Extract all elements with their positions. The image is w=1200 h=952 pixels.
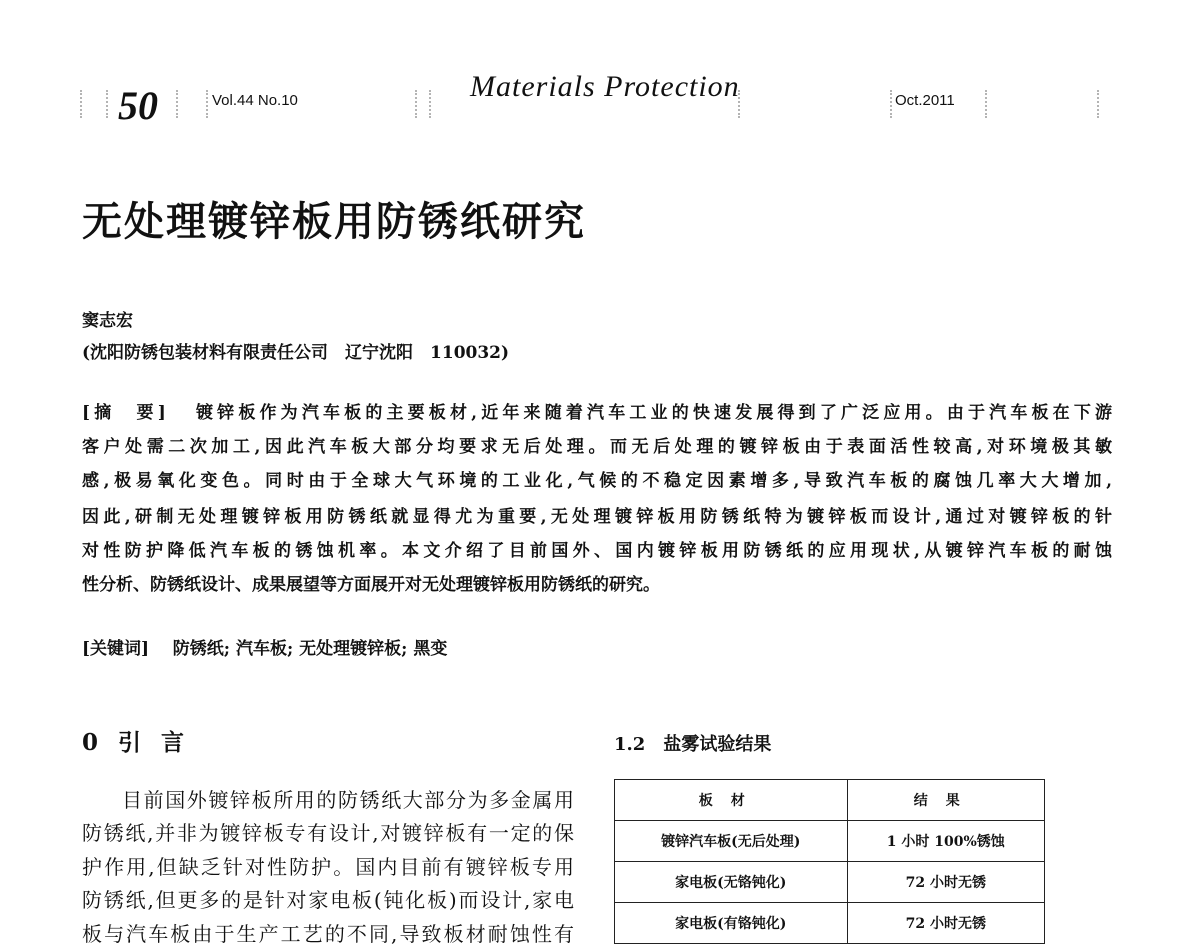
table-cell: 家电板(无铬钝化) <box>615 862 848 903</box>
issue-date: Oct.2011 <box>895 92 955 109</box>
table-cell: 镀锌汽车板(无后处理) <box>615 821 848 862</box>
section-heading: 0 引 言 <box>82 729 191 756</box>
abstract-line: 性分析、防锈纸设计、成果展望等方面展开对无处理镀锌板用防锈纸的研究。 <box>82 575 660 595</box>
abstract-line: 对性防护降低汽车板的锈蚀机率。本文介绍了目前国外、国内镀锌板用防锈纸的应用现状,从镀锌汽车板的耐蚀 <box>82 541 1112 561</box>
body-line: 板与汽车板由于生产工艺的不同,导致板材耐蚀性有 <box>82 922 574 946</box>
body-line: 防锈纸,并非为镀锌板专有设计,对镀锌板有一定的保 <box>82 821 574 845</box>
paper-title: 无处理镀锌板用防锈纸研究 <box>82 198 586 245</box>
header-decoration <box>738 90 892 118</box>
table-cell: 1 小时 100%锈蚀 <box>847 821 1044 862</box>
keywords-text: 防锈纸; 汽车板; 无处理镀锌板; 黑变 <box>172 639 448 659</box>
affiliation: (沈阳防锈包装材料有限责任公司 辽宁沈阳 110032) <box>82 343 510 363</box>
body-line: 目前国外镀锌板所用的防锈纸大部分为多金属用 <box>122 788 574 812</box>
table-cell: 72 小时无锈 <box>847 862 1044 903</box>
abstract-text: 镀锌板作为汽车板的主要板材,近年来随着汽车工业的快速发展得到了广泛应用。由于汽车板在下游 <box>196 403 1112 423</box>
table-row <box>615 862 1045 903</box>
abstract-line: 因此,研制无处理镀锌板用防锈纸就显得尤为重要,无处理镀锌板用防锈纸特为镀锌板而设计,通过对镀锌板的针 <box>82 507 1112 527</box>
column-header: 板材 <box>615 780 848 821</box>
table-row <box>615 821 1045 862</box>
header-decoration <box>80 90 108 118</box>
abstract-label: [摘 要] <box>82 403 166 423</box>
body-line: 防锈纸,但更多的是针对家电板(钝化板)而设计,家电 <box>82 888 574 912</box>
salt-spray-results-table <box>614 779 1045 944</box>
column-header: 结果 <box>847 780 1044 821</box>
header-decoration <box>415 90 431 118</box>
table-header-row <box>615 780 1045 821</box>
header-decoration <box>985 90 1099 118</box>
abstract-line: 客户处需二次加工,因此汽车板大部分均要求无后处理。而无后处理的镀锌板由于表面活性较高,对环境极其敏 <box>82 437 1112 457</box>
journal-name: Materials Protection <box>470 70 740 103</box>
table-cell: 家电板(有铬钝化) <box>615 903 848 944</box>
keywords-label: [关键词] <box>82 639 150 659</box>
table-cell: 72 小时无锈 <box>847 903 1044 944</box>
page-number: 50 <box>118 83 158 128</box>
abstract-line <box>82 398 1112 423</box>
header-decoration <box>176 90 208 118</box>
table-row <box>615 903 1045 944</box>
body-line: 护作用,但缺乏针对性防护。国内目前有镀锌板专用 <box>82 855 574 879</box>
keywords <box>82 634 447 659</box>
volume-issue: Vol.44 No.10 <box>212 92 298 109</box>
section-heading: 1.2 盐雾试验结果 <box>614 734 772 755</box>
author: 窦志宏 <box>82 311 133 331</box>
abstract-line: 感,极易氧化变色。同时由于全球大气环境的工业化,气候的不稳定因素增多,导致汽车板的腐蚀几率大大增加, <box>82 471 1112 491</box>
